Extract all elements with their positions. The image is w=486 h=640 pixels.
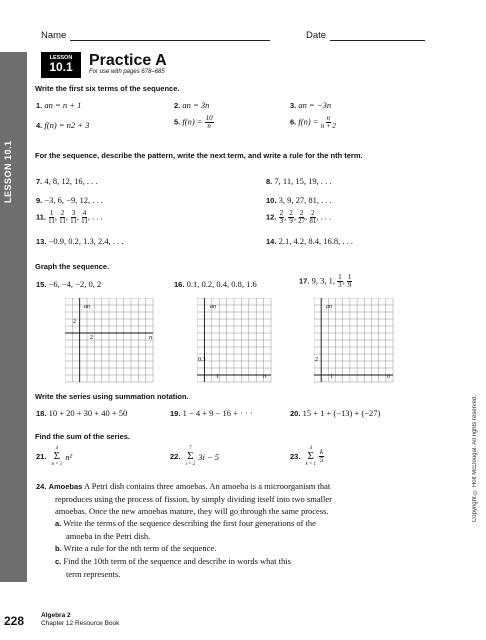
sidebar-band bbox=[0, 52, 27, 582]
date-label: Date bbox=[306, 30, 327, 41]
graph-15-x-label: n bbox=[149, 335, 152, 341]
problem-12: 12. $\frac{2}{3}$ , $\frac{2}{9}$ , $\frac{2}{27}$ , $\frac{2}{81}$ , . . . bbox=[266, 209, 332, 225]
name-line[interactable] bbox=[70, 40, 270, 41]
page-title: Practice A bbox=[89, 52, 167, 69]
problem-7: 7. 4, 8, 12, 16, . . . bbox=[36, 176, 98, 186]
problem-16: 16. 0.1, 0.2, 0.4, 0.8, 1.6 bbox=[174, 279, 257, 289]
problem-19: 19. 1 − 4 + 9 − 16 + · · · bbox=[170, 408, 253, 418]
section-instruction: Write the first six terms of the sequence. bbox=[35, 84, 180, 93]
lesson-badge-number: 10.1 bbox=[49, 60, 73, 74]
graph-17-y-label: an bbox=[326, 304, 332, 310]
problem-14: 14. 2.1, 4.2, 8.4, 16.8, . . . bbox=[266, 236, 353, 246]
problem-18: 18. 10 + 20 + 30 + 40 + 50 bbox=[36, 408, 128, 418]
graph-17-x-tick: 1 bbox=[330, 374, 333, 380]
sigma-symbol: 4 Σ k = 1 bbox=[305, 446, 317, 467]
problem-23: 23. 4 Σ k = 1 $\frac{k}{5}$ bbox=[290, 446, 324, 467]
problem-11: 11. $\frac{1}{11}$ , $\frac{2}{11}$ , $\frac{3}{11}$ , $\frac{4}{11}$ , . . . bbox=[36, 209, 103, 225]
problem-9: 9. −3, 6, −9, 12, . . . bbox=[36, 195, 103, 205]
graph-15-y-tick: 2 bbox=[73, 319, 76, 325]
sidebar-lesson-label: LESSON 10.1 bbox=[3, 140, 13, 204]
problem-6: 6. f(n) = $\frac{n}{n + 2}$ bbox=[290, 114, 336, 130]
problem-4: 4. f(n) = n2 + 3 bbox=[36, 120, 90, 130]
graph-16-x-tick: 1 bbox=[216, 374, 219, 380]
problem-22: 22. 7 Σ i = 2 3i − 5 bbox=[170, 446, 220, 467]
problem-3: 3. an = −3n bbox=[290, 100, 332, 110]
section-instruction: Graph the sequence. bbox=[35, 262, 110, 271]
footer-book-title: Algebra 2 bbox=[41, 612, 71, 619]
section-instruction: Write the series using summation notation. bbox=[35, 392, 189, 401]
problem-2: 2. an = 3n bbox=[174, 100, 210, 110]
date-line[interactable] bbox=[330, 40, 425, 41]
problem-13: 13. −0.9, 0.2, 1.3, 2.4, . . . bbox=[36, 236, 124, 246]
graph-15-y-label: an bbox=[84, 304, 90, 310]
graph-17-grid[interactable] bbox=[314, 298, 394, 383]
problem-8: 8. 7, 11, 15, 19, . . . bbox=[266, 176, 332, 186]
name-label: Name bbox=[41, 30, 67, 41]
graph-16-y-label: an bbox=[210, 304, 216, 310]
graph-17-y-tick: 2 bbox=[315, 357, 318, 363]
footer-resource: Chapter 12 Resource Book bbox=[41, 620, 120, 627]
section-instruction: Find the sum of the series. bbox=[35, 432, 131, 441]
copyright-notice: Copyright © Holt McDougal. All rights reserved. bbox=[472, 395, 478, 523]
problem-5: 5. f(n) = $\frac{10}{n}$ bbox=[174, 114, 213, 130]
graph-16-grid[interactable] bbox=[197, 298, 272, 383]
problem-15: 15. −6, −4, −2, 0, 2 bbox=[36, 279, 102, 289]
graph-15-grid[interactable] bbox=[65, 298, 155, 383]
sigma-symbol: 4 Σ n = 1 bbox=[51, 446, 63, 467]
problem-17: 17. 9, 3, 1, $\frac{1}{3}$ , $\frac{1}{9}$ bbox=[299, 273, 352, 289]
graph-15-x-tick: 2 bbox=[90, 335, 93, 341]
section-instruction: For the sequence, describe the pattern, write the next term, and write a rule for the nth term. bbox=[35, 151, 363, 160]
page-subtitle: For use with pages 678–685 bbox=[89, 69, 165, 75]
problem-21: 21. 4 Σ n = 1 n² bbox=[36, 446, 73, 467]
graph-17-x-label: n bbox=[387, 374, 390, 380]
graph-16-y-tick: 0.3 bbox=[198, 357, 206, 363]
lesson-badge bbox=[41, 52, 81, 78]
lesson-badge-label: LESSON bbox=[49, 55, 73, 61]
footer-book-info bbox=[41, 612, 119, 628]
problem-10: 10. 3, 9, 27, 81, . . . bbox=[266, 195, 332, 205]
sigma-symbol: 7 Σ i = 2 bbox=[185, 446, 196, 467]
problem-24: 24. Amoebas A Petri dish contains three amoebas. An amoeba is a microorganism that reproduces using the process of fission, by simply dividing itself into two smaller amoebas. Once the new amoebas mature, they will go through the same process. a. Write the terms of the sequence describing the first four generations of the amoeba in the Petri dish. b. Write a rule for the nth term of the sequence. c. Find the 10th term of the sequence and describe in words what this term represents. bbox=[36, 481, 332, 579]
problem-1: 1. an = n + 1 bbox=[36, 100, 82, 110]
page-number: 228 bbox=[4, 614, 25, 628]
problem-20: 20. 15 + 1 + (−13) + (−27) bbox=[290, 408, 381, 418]
graph-16-x-label: n bbox=[263, 374, 266, 380]
